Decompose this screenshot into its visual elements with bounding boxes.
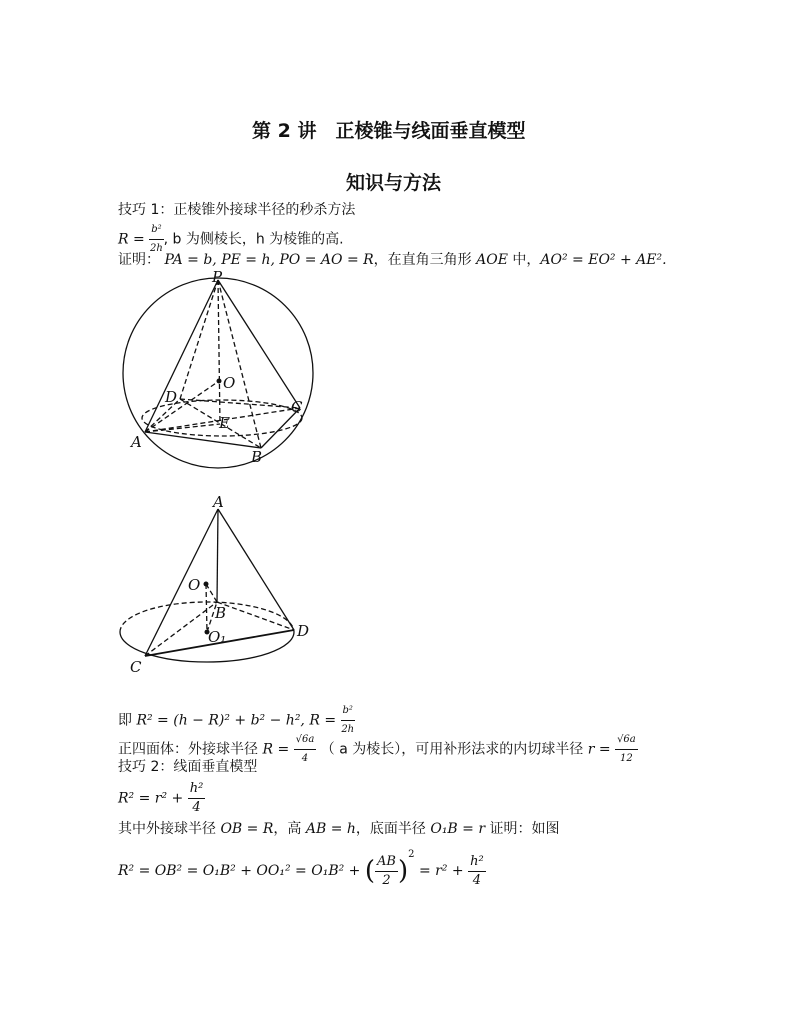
tip2-desc2: ，高 (273, 821, 302, 837)
derivation-prefix: 即 (118, 712, 132, 729)
tetra-in-den: 12 (620, 753, 633, 764)
tip2-ob: OB = R (220, 821, 274, 837)
tail-den: 4 (472, 872, 482, 888)
tip1-formula-lhs: R = (118, 231, 145, 248)
proof-triangle: AOE (476, 252, 508, 268)
tetra-r-num: √6a (294, 731, 317, 750)
proof-equalities: PA = b, PE = h, PO = AO = R (164, 252, 374, 268)
tetra-r-fraction (294, 731, 317, 768)
segment-BD (217, 602, 294, 630)
segment-AO (145, 381, 219, 432)
tip2-desc1: 其中外接球半径 (118, 821, 216, 837)
paren-close: ) (397, 856, 409, 886)
label2-O1: O₁ (208, 628, 227, 646)
edge-PA (145, 280, 218, 432)
tip2-desc4: 证明：如图 (489, 821, 560, 837)
tip2-label: 技巧 2：线面垂直模型 (118, 759, 258, 775)
segment-CB (145, 602, 217, 656)
edge-PD (180, 280, 218, 399)
tip2-o1b: O₁B = r (430, 821, 486, 837)
tail-fraction (468, 853, 486, 890)
proof-pythagoras: AO² = EO² + AE². (540, 252, 667, 268)
tip1-formula-desc: , b 为侧棱长，h 为棱锥的高. (163, 231, 344, 248)
tail-num: h² (468, 853, 486, 872)
tip1-label: 技巧 1：正棱锥外接球半径的秒杀方法 (118, 202, 356, 218)
label2-A: A (213, 493, 224, 511)
tetra-text2: （ a 为棱长），可用补形法求的内切球半径 (320, 741, 584, 758)
tetra-in-fraction (615, 731, 638, 768)
tip2-fraction-den: 4 (192, 800, 201, 815)
label-O: O (223, 374, 236, 392)
label-C: C (291, 398, 303, 416)
label-E: E (219, 414, 230, 432)
segment-OB (206, 584, 217, 602)
tetra-r-lhs: R = (262, 741, 290, 758)
tip1-fraction-num: b² (149, 221, 163, 240)
tip2-chain (118, 846, 486, 890)
proof-in: 中， (512, 252, 541, 268)
page-title: 第 2 讲 正棱锥与线面垂直模型 (252, 120, 526, 142)
height-PE (218, 280, 220, 424)
label-A: A (131, 433, 142, 451)
derivation-den: 2h (341, 724, 355, 735)
derivation-eq: R² = (h − R)² + b² − h², R = (136, 712, 337, 729)
paren-exponent: 2 (408, 849, 415, 860)
label2-D: D (297, 622, 310, 640)
paren-open: ( (364, 856, 376, 886)
tip2-chain-tail: = r² + (418, 863, 464, 879)
label2-O: O (188, 576, 201, 594)
tip2-desc (118, 820, 560, 838)
tip2-fraction-num: h² (188, 780, 206, 799)
proof-prefix: 证明： (118, 252, 160, 268)
paren-fraction (375, 853, 398, 890)
tetra-r-den: 4 (301, 753, 309, 764)
paren-num: AB (375, 853, 398, 872)
edge-AD (218, 509, 294, 630)
tip2-formula-lhs: R² = r² + (118, 790, 184, 807)
edge-AB (145, 432, 261, 448)
segment-OO1 (206, 584, 207, 632)
tetra-in-num: √6a (615, 731, 638, 750)
label-D: D (165, 388, 178, 406)
section-title: 知识与方法 (346, 172, 442, 194)
proof-mid: ，在直角三角形 (373, 252, 472, 268)
segment-AE (145, 424, 220, 432)
tip2-fraction (188, 780, 206, 817)
tip2-chain-eq: R² = OB² = O₁B² + OO₁² = O₁B² + (118, 863, 361, 879)
base-ellipse-front (120, 632, 294, 662)
paren-den: 2 (382, 872, 391, 888)
tip1-fraction-den: 2h (149, 243, 163, 254)
label-P: P (212, 268, 223, 286)
tetra-in-lhs: r = (587, 741, 611, 758)
derivation-num: b² (341, 702, 355, 721)
label2-B: B (215, 604, 227, 622)
label-B: B (251, 448, 263, 466)
center-O-dot-2 (204, 582, 209, 587)
segment-AB (217, 509, 218, 602)
label2-C: C (130, 658, 142, 676)
tip2-desc3: ，底面半径 (355, 821, 426, 837)
tip2-ab: AB = h (305, 821, 356, 837)
tetra-text1: 正四面体：外接球半径 (118, 741, 258, 758)
center-O-dot (217, 379, 222, 384)
tip2-formula (118, 780, 205, 817)
